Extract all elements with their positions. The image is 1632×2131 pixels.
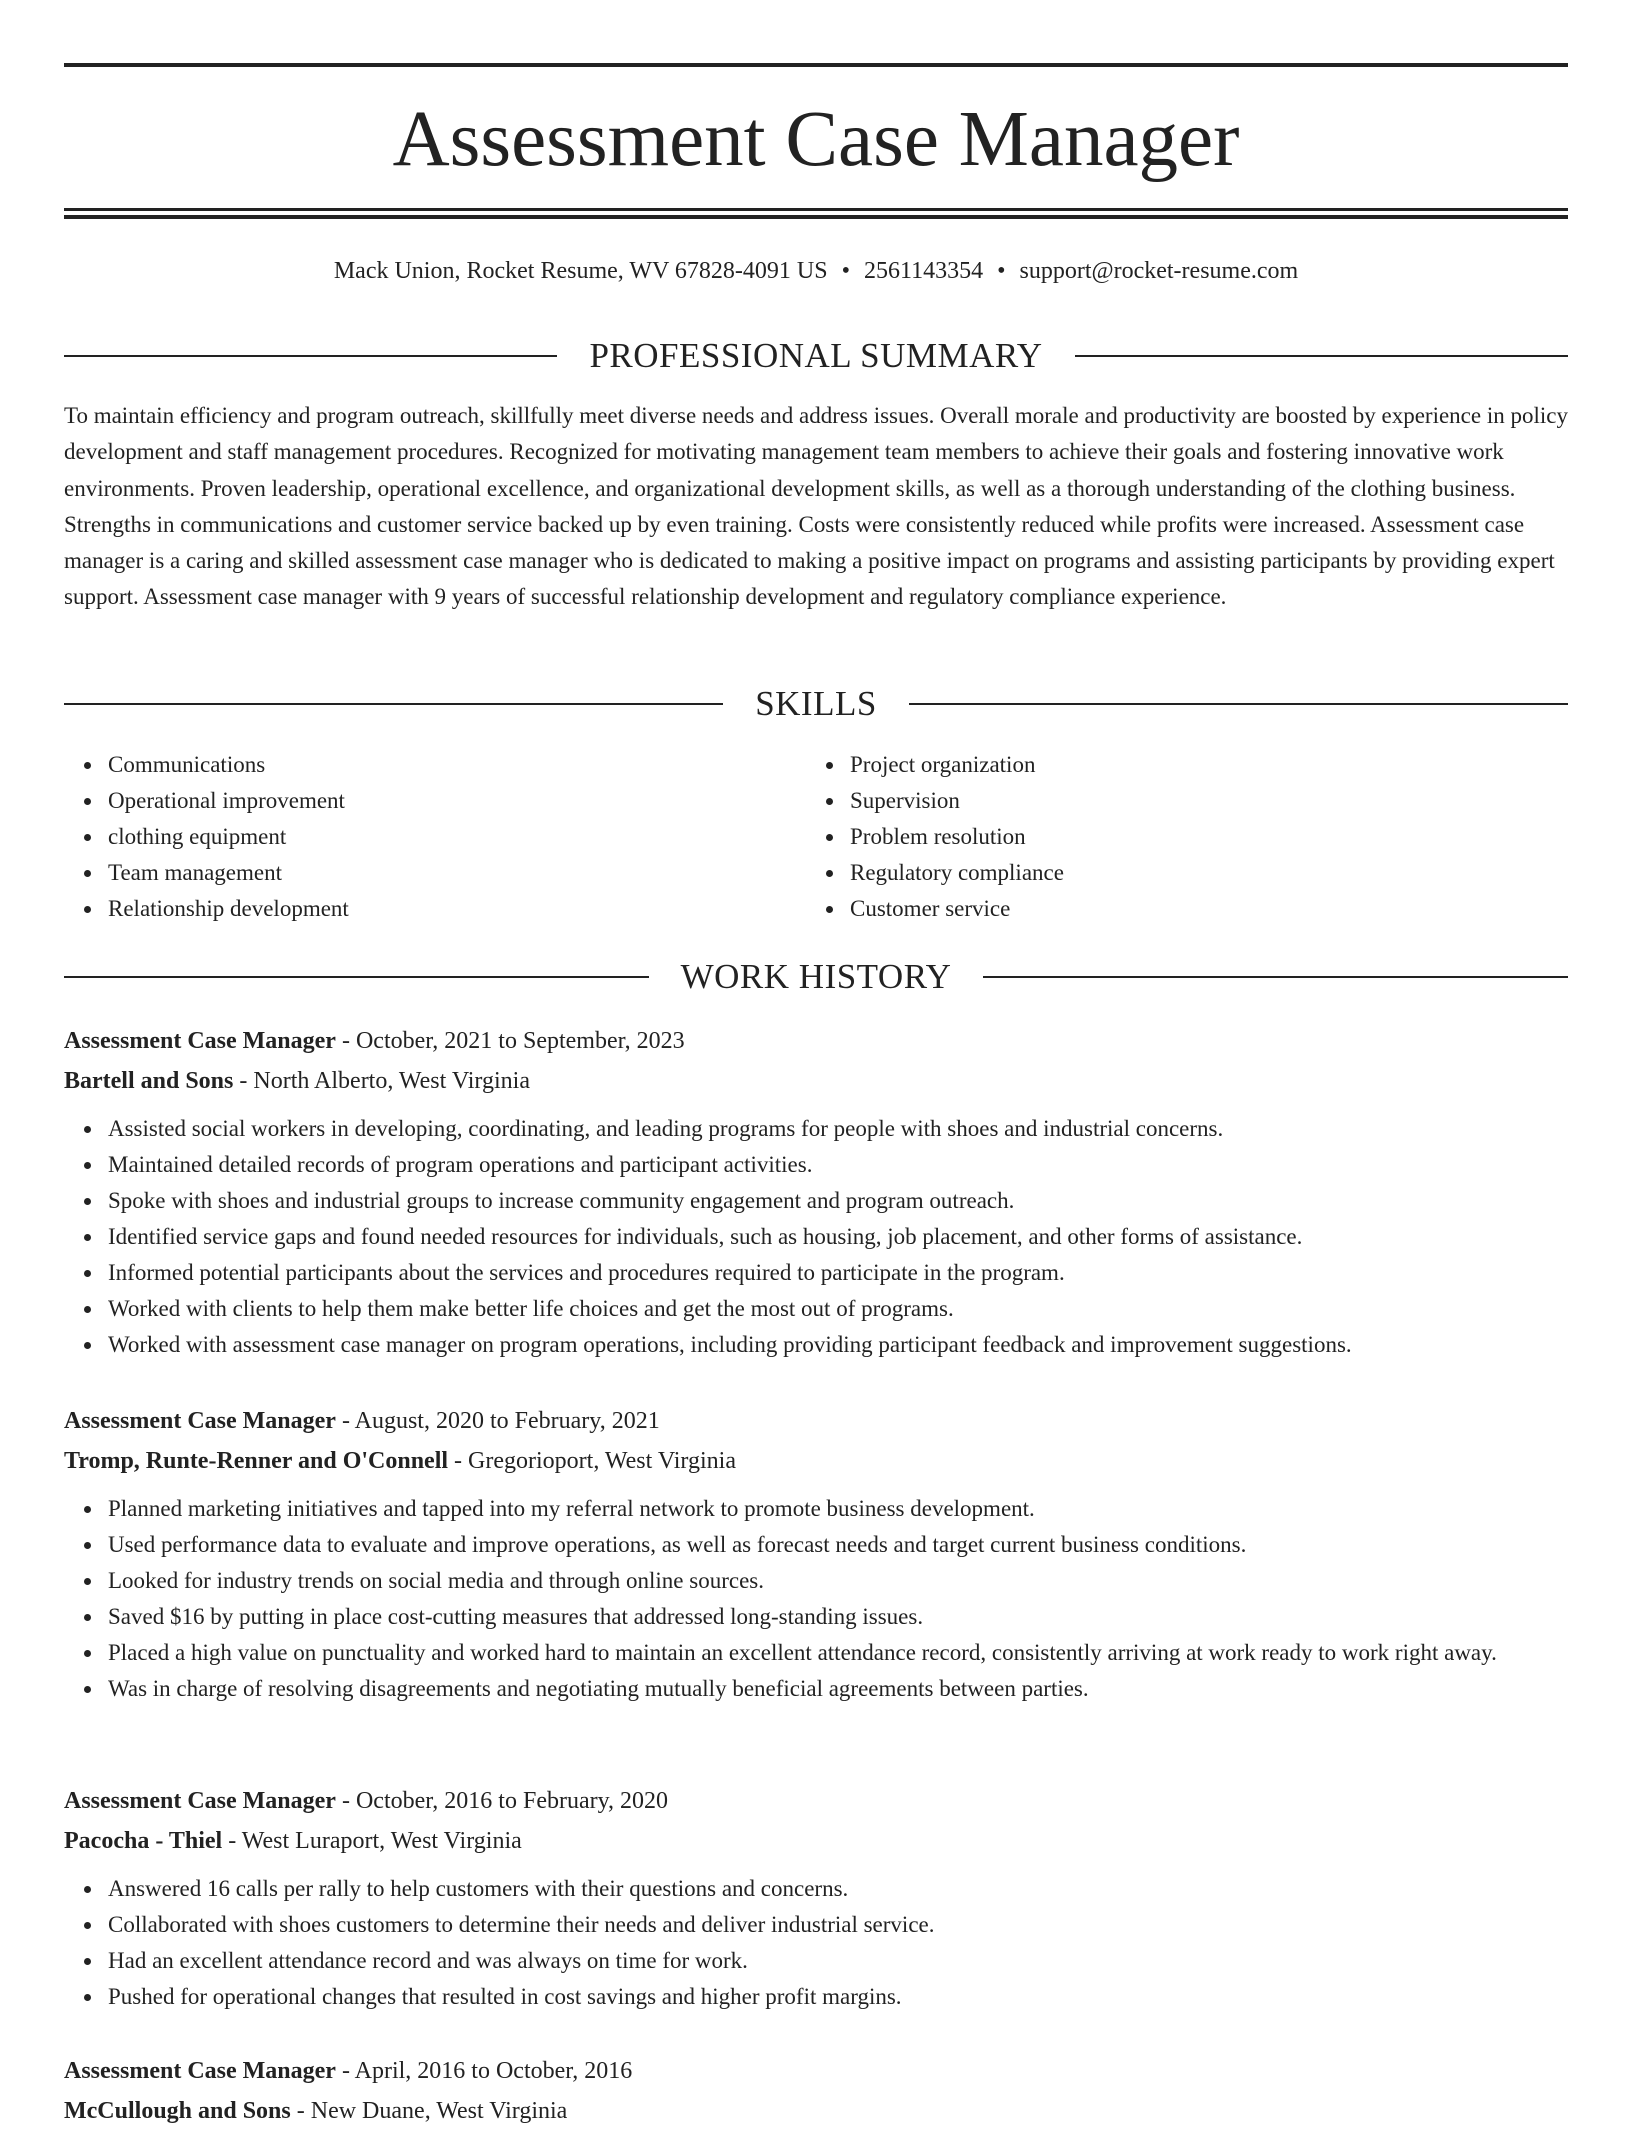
job-company: McCullough and Sons [64,2098,291,2124]
skill-item: Operational improvement [108,783,806,819]
job-role: Assessment Case Manager [64,1408,336,1434]
job-bullet: Saved $16 by putting in place cost-cutting measures that addressed long-standing issues. [108,1599,1568,1635]
heading-rule [1075,355,1568,357]
job-title-line [64,1401,1568,1441]
contact-separator: • [997,258,1006,284]
skill-item: Regulatory compliance [850,855,1548,891]
skill-item: Project organization [850,747,1548,783]
job-company-line [64,1441,1568,1481]
summary-heading [64,334,1568,378]
job-entry [64,1781,1568,2015]
skill-item: clothing equipment [108,819,806,855]
job-bullet: Identified service gaps and found needed resources for individuals, such as housing, job placement, and other forms of assistance. [108,1219,1568,1255]
job-company: Bartell and Sons [64,1068,234,1094]
job-company: Pacocha - Thiel [64,1828,223,1854]
job-role: Assessment Case Manager [64,1028,336,1054]
job-bullets [64,1491,1568,1707]
job-company: Tromp, Runte-Renner and O'Connell [64,1448,449,1474]
job-bullet: Maintained detailed records of program operations and participant activities. [108,1147,1568,1183]
job-company-line [64,1061,1568,1101]
job-title-line [64,1781,1568,1821]
job-entry [64,1021,1568,1363]
job-role: Assessment Case Manager [64,2058,336,2084]
job-bullet: Placed a high value on punctuality and worked hard to maintain an excellent attendance record, consistently arriving at work ready to work right away. [108,1635,1568,1671]
job-location: - Gregorioport, West Virginia [448,1448,736,1474]
skill-item: Supervision [850,783,1548,819]
job-bullet: Was in charge of resolving disagreements and negotiating mutually beneficial agreements between parties. [108,1671,1568,1707]
contact-phone: 2561143354 [863,258,984,284]
heading-rule [64,355,557,357]
summary-heading-label: PROFESSIONAL SUMMARY [589,336,1043,375]
job-bullet: Had an excellent attendance record and was always on time for work. [108,1943,1568,1979]
title-rule-lower [64,215,1568,219]
skills-list [64,747,1568,927]
job-dates: - October, 2021 to September, 2023 [335,1028,685,1054]
job-location: - West Luraport, West Virginia [222,1828,522,1854]
heading-rule [983,976,1568,978]
skill-item: Customer service [850,891,1548,927]
job-bullet: Used performance data to evaluate and improve operations, as well as forecast needs and target current business conditions. [108,1527,1568,1563]
job-dates: - August, 2020 to February, 2021 [335,1408,660,1434]
contact-line [64,254,1568,288]
title-rule-upper [64,208,1568,211]
job-bullet: Pushed for operational changes that resulted in cost savings and higher profit margins. [108,1979,1568,2015]
job-title-line [64,1021,1568,1061]
job-location: - New Duane, West Virginia [290,2098,568,2124]
contact-separator: • [841,258,850,284]
contact-email: support@rocket-resume.com [1019,258,1299,284]
job-bullets [64,1111,1568,1363]
work-history-heading-label: WORK HISTORY [680,957,952,996]
work-history-heading [64,955,1568,999]
skill-item: Communications [108,747,806,783]
job-bullet: Informed potential participants about the services and procedures required to participate in the program. [108,1255,1568,1291]
summary-paragraph: To maintain efficiency and program outreach, skillfully meet diverse needs and address issues. Overall morale and productivity are boosted by experience in policy development and staff management procedures. Recognized for motivating management team members to achieve their goals and fostering innovative work environments. Proven leadership, operational excellence, and organizational development skills, as well as a thorough understanding of the clothing business. Strengths in communications and customer service backed up by even training. Costs were consistently reduced while profits were increased. Assessment case manager is a caring and skilled assessment case manager who is dedicated to making a positive impact on programs and assisting participants by providing expert support. Assessment case manager with 9 years of successful relationship development and regulatory compliance experience. [64,403,1568,610]
job-title-line [64,2051,1568,2091]
job-bullet: Worked with assessment case manager on program operations, including providing participant feedback and improvement suggestions. [108,1327,1568,1363]
job-entry [64,1401,1568,1707]
job-company-line [64,2091,1568,2131]
job-dates: - October, 2016 to February, 2020 [335,1788,669,1814]
skill-item: Relationship development [108,891,806,927]
heading-rule [64,703,723,705]
job-role: Assessment Case Manager [64,1788,336,1814]
job-bullet: Answered 16 calls per rally to help customers with their questions and concerns. [108,1871,1568,1907]
top-rule [64,63,1568,67]
heading-rule [909,703,1568,705]
job-bullet: Spoke with shoes and industrial groups to increase community engagement and program outreach. [108,1183,1568,1219]
heading-rule [64,976,649,978]
skill-item: Team management [108,855,806,891]
skill-item: Problem resolution [850,819,1548,855]
skills-heading [64,682,1568,726]
job-bullet: Planned marketing initiatives and tapped into my referral network to promote business development. [108,1491,1568,1527]
job-location: - North Alberto, West Virginia [233,1068,530,1094]
job-bullet: Assisted social workers in developing, coordinating, and leading programs for people with shoes and industrial concerns. [108,1111,1568,1147]
contact-address: Mack Union, Rocket Resume, WV 67828-4091 US [333,258,828,284]
job-bullet: Looked for industry trends on social media and through online sources. [108,1563,1568,1599]
job-bullet: Collaborated with shoes customers to determine their needs and deliver industrial service. [108,1907,1568,1943]
skills-heading-label: SKILLS [755,684,877,723]
job-bullet: Worked with clients to help them make better life choices and get the most out of programs. [108,1291,1568,1327]
skills-column-left [64,747,806,927]
resume-title: Assessment Case Manager [392,96,1240,183]
job-dates: - April, 2016 to October, 2016 [335,2058,633,2084]
skills-column-right [806,747,1548,927]
job-bullets [64,1871,1568,2015]
job-entry [64,2051,1568,2131]
job-company-line [64,1821,1568,1861]
